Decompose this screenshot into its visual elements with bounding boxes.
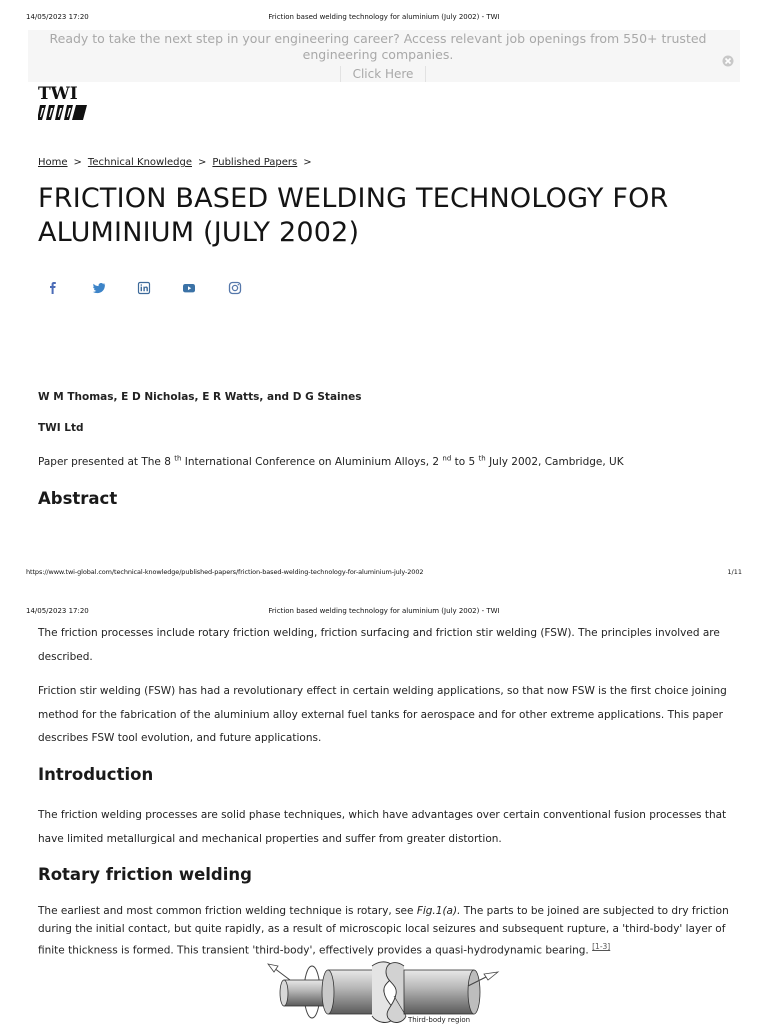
- facebook-icon[interactable]: [44, 279, 62, 297]
- rotary-text-a: The earliest and most common friction welding technique is rotary, see: [38, 905, 417, 917]
- youtube-icon[interactable]: [180, 279, 198, 297]
- presented-text-b: International Conference on Aluminium Alloys, 2: [184, 456, 440, 468]
- print-page-number: 1/11: [727, 568, 742, 576]
- presented-text-c: to 5: [454, 456, 476, 468]
- print-page-title: Friction based welding technology for aluminium (July 2002) - TWI: [268, 13, 500, 21]
- print-footer: [0, 568, 768, 580]
- breadcrumb-published-papers[interactable]: Published Papers: [212, 157, 298, 168]
- citation-link[interactable]: [1-3]: [592, 942, 611, 951]
- breadcrumb-separator: >: [303, 157, 312, 168]
- print-datetime: 14/05/2023 17:20: [26, 607, 89, 615]
- breadcrumb: [38, 157, 318, 168]
- presented-sup-1: th: [174, 454, 182, 463]
- presented-line: [38, 454, 738, 470]
- abstract-paragraph-1: The friction processes include rotary friction welding, friction surfacing and friction stir welding (FSW). The principles involved are described.: [38, 627, 720, 663]
- rotary-text-b: The parts to be joined are subjected to dry friction during the initial contact, but quite rapidly, as a result of microscopic local seizures and subsequent rupture, a 'third-body' layer of finite thickness is formed. This transient 'third-body', effectively provides a quasi-hydrodynamic bearing.: [38, 905, 729, 957]
- presented-text-a: Paper presented at The 8: [38, 456, 171, 468]
- breadcrumb-separator: >: [73, 157, 82, 168]
- print-datetime: 14/05/2023 17:20: [26, 13, 89, 21]
- breadcrumb-separator: >: [198, 157, 207, 168]
- print-page-title: Friction based welding technology for aluminium (July 2002) - TWI: [268, 607, 500, 615]
- presented-sup-2: nd: [442, 454, 452, 463]
- breadcrumb-home[interactable]: Home: [38, 157, 68, 168]
- instagram-icon[interactable]: [226, 279, 244, 297]
- page-title: FRICTION BASED WELDING TECHNOLOGY FOR ALUMINIUM (JULY 2002): [38, 183, 669, 248]
- presented-text-d: July 2002, Cambridge, UK: [489, 456, 624, 468]
- print-header: [0, 13, 768, 27]
- twitter-icon[interactable]: [90, 279, 108, 297]
- abstract-heading: Abstract: [38, 489, 118, 508]
- logo-text: TWI: [38, 84, 78, 104]
- career-banner: [28, 30, 740, 82]
- print-url: https://www.twi-global.com/technical-knowledge/published-papers/friction-based-welding-technology-for-aluminium-july-2002: [26, 568, 424, 576]
- figure-reference: Fig.1(a).: [416, 905, 461, 917]
- figure-label: Third-body region: [408, 1016, 471, 1024]
- breadcrumb-technical-knowledge[interactable]: Technical Knowledge: [87, 157, 192, 168]
- abstract-paragraph-2: Friction stir welding (FSW) has had a revolutionary effect in certain welding applications, so that now FSW is the first choice joining method for the fabrication of the aluminium alloy external fuel tanks for aerospace and for other extreme applications. This paper describes FSW tool evolution, and future applications.: [38, 685, 727, 744]
- rotary-friction-paragraph: [38, 903, 738, 960]
- introduction-paragraph: The friction welding processes are solid phase techniques, which have advantages over certain conventional fusion processes that have limited metallurgical and mechanical properties and suffer from greater distortion.: [38, 809, 727, 845]
- close-icon[interactable]: [722, 52, 734, 64]
- organization: TWI Ltd: [38, 422, 84, 434]
- print-header-page-2: [0, 607, 768, 621]
- introduction-heading: Introduction: [38, 765, 154, 784]
- twi-logo[interactable]: [38, 84, 90, 124]
- linkedin-icon[interactable]: [135, 279, 153, 297]
- authors: W M Thomas, E D Nicholas, E R Watts, and D G Staines: [38, 391, 362, 403]
- presented-sup-3: th: [478, 454, 486, 463]
- banner-text: Ready to take the next step in your engineering career? Access relevant job openings from 550+ trusted engineering companies.: [49, 31, 707, 62]
- rotary-friction-figure: [254, 958, 514, 1024]
- rotary-friction-heading: Rotary friction welding: [38, 865, 252, 884]
- banner-click-here-button[interactable]: Click Here: [340, 66, 426, 82]
